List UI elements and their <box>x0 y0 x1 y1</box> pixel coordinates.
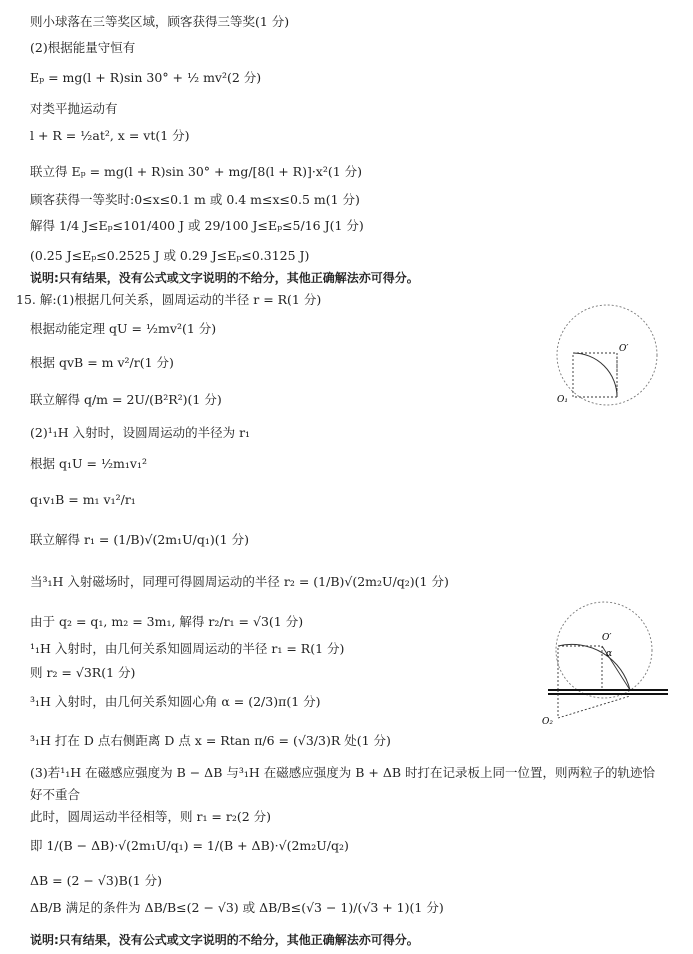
solution-line: ΔB/B 满足的条件为 ΔB/B≤(2 − √3) 或 ΔB/B≤(√3 − 1)/(√3 + 1)(1 分) <box>30 900 444 915</box>
solution-line: ³₁H 入射时，由几何关系知圆心角 α = (2/3)π(1 分) <box>30 694 321 709</box>
solution-line: 联立解得 r₁ = (1/B)√(2m₁U/q₁)(1 分) <box>30 532 249 547</box>
figure-1-label-o1: O₁ <box>557 395 568 405</box>
solution-line: 根据 qvB = m v²/r(1 分) <box>30 355 174 370</box>
solution-line: 解得 1/4 J≤Eₚ≤101/400 J 或 29/100 J≤Eₚ≤5/16 J(1 分) <box>30 218 364 233</box>
solution-line: 当³₁H 入射磁场时，同理可得圆周运动的半径 r₂ = (1/B)√(2m₂U/q₂)(1 分) <box>30 574 449 589</box>
solution-line: 则 r₂ = √3R(1 分) <box>30 665 136 680</box>
solution-line: ³₁H 打在 D 点右侧距离 D 点 x = Rtan π/6 = (√3/3)R 处(1 分) <box>30 733 391 748</box>
figure-2-record-board-diagram <box>540 600 670 730</box>
solution-line: l + R = ½at², x = vt(1 分) <box>30 128 190 143</box>
figure-2-label-o2: O₂ <box>542 717 553 727</box>
solution-line: 由于 q₂ = q₁, m₂ = 3m₁, 解得 r₂/r₁ = √3(1 分) <box>30 614 304 629</box>
solution-line: ¹₁H 入射时，由几何关系知圆周运动的半径 r₁ = R(1 分) <box>30 641 345 656</box>
solution-line: 说明:只有结果，没有公式或文字说明的不给分，其他正确解法亦可得分。 <box>30 933 419 947</box>
solution-line: (2)根据能量守恒有 <box>30 40 136 55</box>
solution-line: (0.25 J≤Eₚ≤0.2525 J 或 0.29 J≤Eₚ≤0.3125 J) <box>30 248 310 263</box>
solution-line: Eₚ = mg(l + R)sin 30° + ½ mv²(2 分) <box>30 70 262 85</box>
solution-line: 根据 q₁U = ½m₁v₁² <box>30 456 148 471</box>
solution-line: 联立得 Eₚ = mg(l + R)sin 30° + mg/[8(l + R)]·x²(1 分) <box>30 164 363 179</box>
solution-line: 联立解得 q/m = 2U/(B²R²)(1 分) <box>30 392 222 407</box>
solution-line: 则小球落在三等奖区域，顾客获得三等奖(1 分) <box>30 14 290 29</box>
solution-line: 即 1/(B − ΔB)·√(2m₁U/q₁) = 1/(B + ΔB)·√(2m₂U/q₂) <box>30 838 349 853</box>
figure-2-label-alpha: α <box>606 649 613 659</box>
solution-line: 说明:只有结果，没有公式或文字说明的不给分，其他正确解法亦可得分。 <box>30 271 419 285</box>
solution-line: 此时，圆周运动半径相等，则 r₁ = r₂(2 分) <box>30 809 272 824</box>
solution-line: 好不重合 <box>30 787 81 802</box>
solution-line: q₁v₁B = m₁ v₁²/r₁ <box>30 492 136 507</box>
figure-1-label-o-prime: O′ <box>619 344 629 354</box>
solution-line: 对类平抛运动有 <box>30 101 118 116</box>
solution-line: (3)若¹₁H 在磁感应强度为 B − ΔB 与³₁H 在磁感应强度为 B + ΔB 时打在记录板上同一位置，则两粒子的轨迹恰 <box>30 765 656 780</box>
solution-line: 顾客获得一等奖时:0≤x≤0.1 m 或 0.4 m≤x≤0.5 m(1 分) <box>30 192 360 207</box>
solution-line: 15. 解:(1)根据几何关系，圆周运动的半径 r = R(1 分) <box>16 292 322 307</box>
solution-line: ΔB = (2 − √3)B(1 分) <box>30 873 163 888</box>
figure-1-circle-diagram <box>555 303 670 413</box>
figure-2-label-o-prime: O′ <box>602 633 612 643</box>
solution-line: (2)¹₁H 入射时，设圆周运动的半径为 r₁ <box>30 425 251 440</box>
solution-line: 根据动能定理 qU = ½mv²(1 分) <box>30 321 217 336</box>
